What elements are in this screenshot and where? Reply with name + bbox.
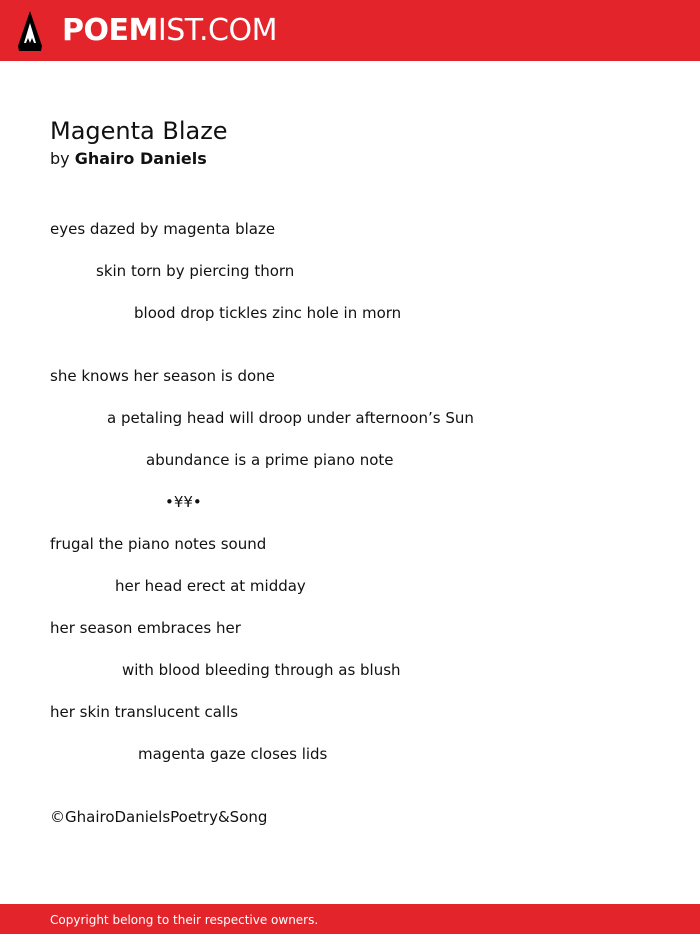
site-header: [0, 0, 700, 61]
poem-line: frugal the piano notes sound: [50, 535, 267, 553]
brand-light-text: IST.COM: [157, 13, 277, 48]
poem-signature: ©GhairoDanielsPoetry&Song: [50, 808, 268, 826]
poem-line: she knows her season is done: [50, 367, 275, 385]
poem-line: skin torn by piercing thorn: [96, 262, 295, 280]
copyright-text: Copyright belong to their respective owners.: [50, 913, 319, 927]
poem-byline: [50, 148, 207, 170]
poem-line: •¥¥•: [165, 493, 202, 511]
poem-line: with blood bleeding through as blush: [122, 661, 401, 679]
poem-line: her head erect at midday: [115, 577, 306, 595]
by-label: by: [50, 149, 70, 168]
pencil-tip-icon[interactable]: [17, 10, 43, 52]
poem-title: Magenta Blaze: [50, 117, 228, 145]
poem-line: eyes dazed by magenta blaze: [50, 220, 276, 238]
poem-line: magenta gaze closes lids: [138, 745, 328, 763]
poem-author: Ghairo Daniels: [74, 149, 207, 168]
poem-line: her season embraces her: [50, 619, 241, 637]
brand-bold-text: POEM: [62, 13, 158, 48]
site-footer: [0, 904, 700, 934]
poem-line: a petaling head will droop under afternoon’s Sun: [107, 409, 474, 427]
site-logo[interactable]: [62, 11, 277, 51]
poem-line: abundance is a prime piano note: [146, 451, 394, 469]
poem-line: her skin translucent calls: [50, 703, 239, 721]
poem-line: blood drop tickles zinc hole in morn: [134, 304, 402, 322]
